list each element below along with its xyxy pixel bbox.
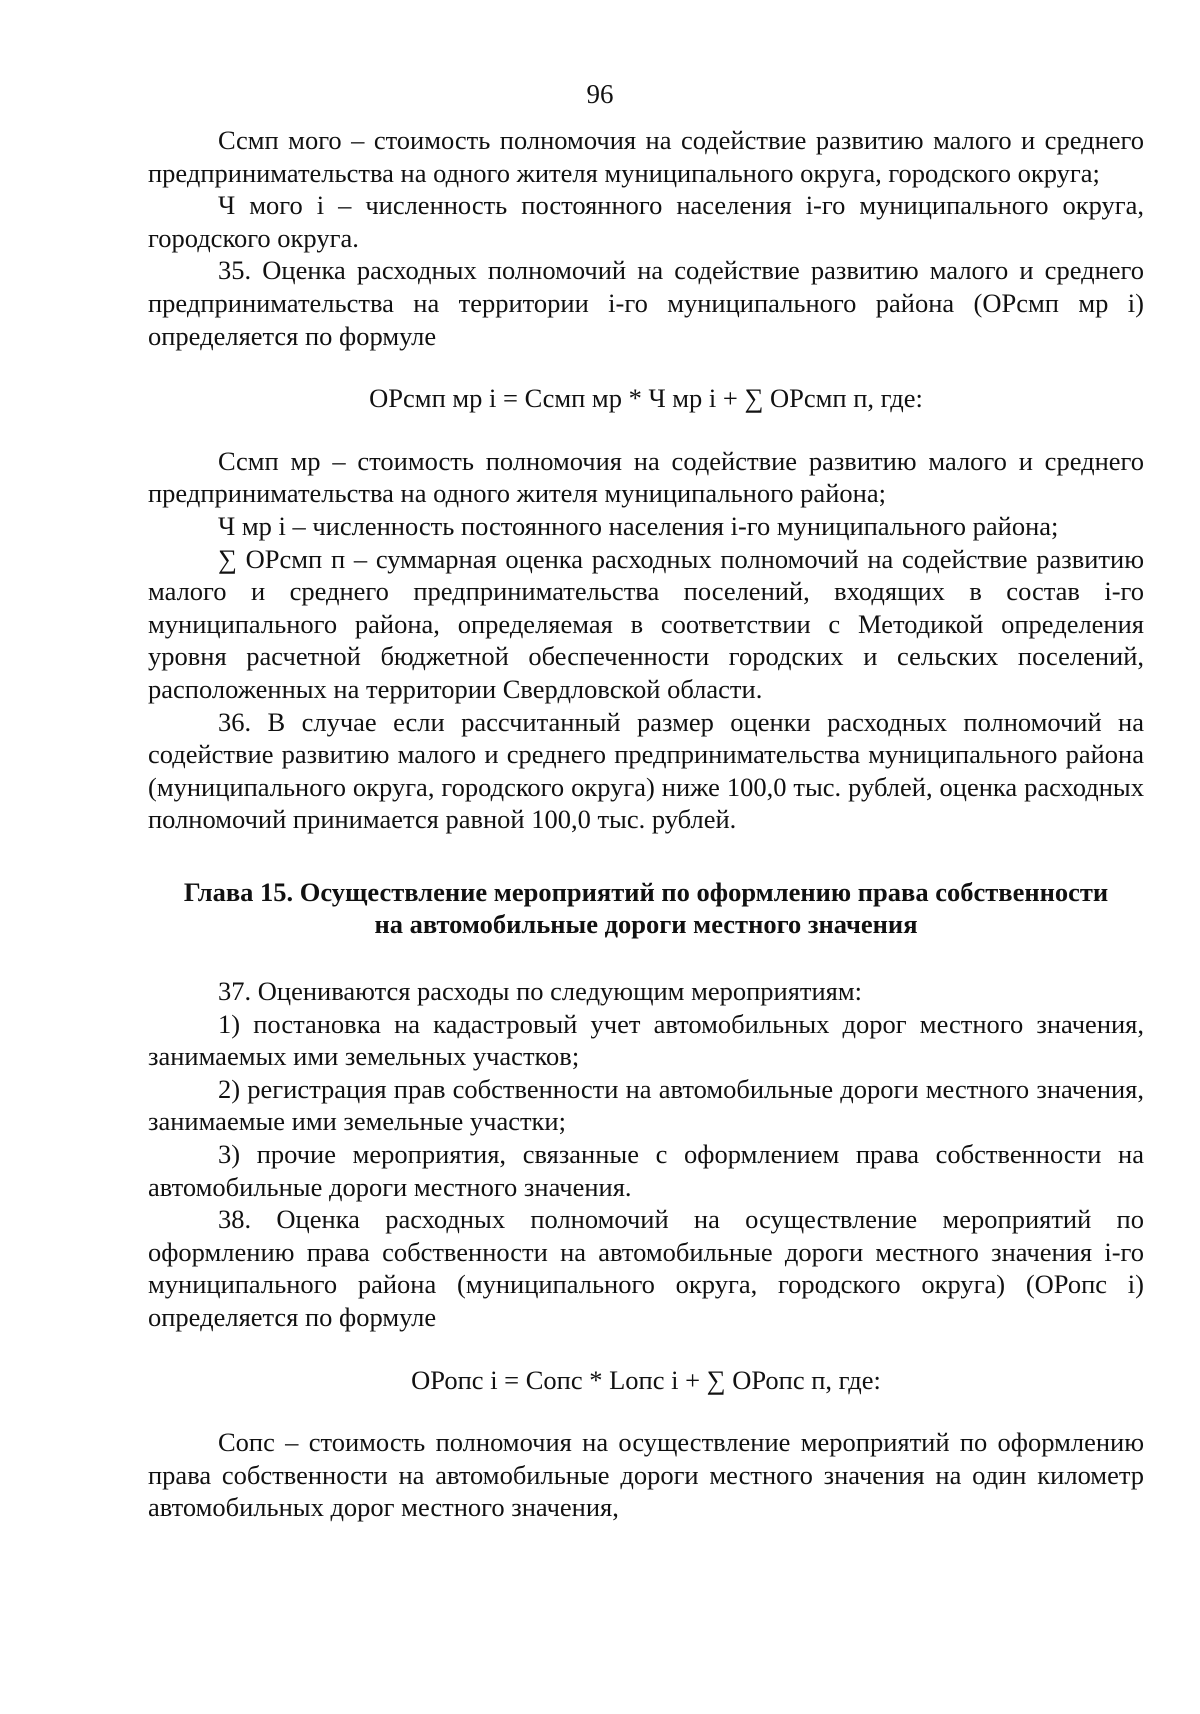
paragraph: Ч мого i – численность постоянного населения i-го муниципального округа, городского округа. <box>148 190 1144 253</box>
chapter-heading-line-2: на автомобильные дороги местного значения <box>374 909 918 940</box>
page-number: 96 <box>586 79 614 109</box>
paragraph: Сопс – стоимость полномочия на осуществление мероприятий по оформлению права собственности на автомобильные дороги местного значения на один километр автомобильных дорог местного значения, <box>148 1427 1144 1523</box>
list-item: 2) регистрация прав собственности на автомобильные дороги местного значения, занимаемые ими земельные участки; <box>148 1073 1144 1137</box>
paragraph: Ссмп мого – стоимость полномочия на содействие развитию малого и среднего предпринимательства на одного жителя муниципального округа, городского округа; <box>148 125 1144 188</box>
paragraph: 37. Оцениваются расходы по следующим мероприятиям: <box>218 976 862 1007</box>
paragraph: 36. В случае если рассчитанный размер оценки расходных полномочий на содействие развитию малого и среднего предпринимательства муниципального района (муниципального округа, городского округа) ниже 100,0 тыс. рублей, оценка расходных полномочий принимается равной 100,0 тыс. рублей. <box>148 706 1144 835</box>
list-item: 1) постановка на кадастровый учет автомобильных дорог местного значения, занимаемых ими земельных участков; <box>148 1008 1144 1072</box>
chapter-heading-line-1: Глава 15. Осуществление мероприятий по оформлению права собственности <box>183 876 1109 907</box>
paragraph: 38. Оценка расходных полномочий на осуществление мероприятий по оформлению права собственности на автомобильные дороги местного значения i-го муниципального района (муниципального округа, городского округа) (ОРопс i) определяется по формуле <box>148 1204 1144 1332</box>
paragraph: 35. Оценка расходных полномочий на содействие развитию малого и среднего предпринимательства на территории i-го муниципального района (ОРсмп мр i) определяется по формуле <box>148 255 1144 351</box>
paragraph: ∑ ОРсмп п – суммарная оценка расходных полномочий на содействие развитию малого и среднего предпринимательства поселений, входящих в состав i-го муниципального района, определяемая в соответствии с Методикой определения уровня расчетной бюджетной обеспеченности городских и сельских поселений, расположенных на территории Свердловской области. <box>148 543 1144 704</box>
list-item: 3) прочие мероприятия, связанные с оформлением права собственности на автомобильные дороги местного значения. <box>148 1139 1144 1202</box>
paragraph: Ссмп мр – стоимость полномочия на содействие развитию малого и среднего предпринимательства на одного жителя муниципального района; <box>148 445 1144 509</box>
chapter-heading <box>148 876 1144 941</box>
formula-oropc: ОРопс i = Сопс * Lопс i + ∑ ОРопс п, где: <box>411 1364 881 1395</box>
paragraph: Ч мр i – численность постоянного населения i-го муниципального района; <box>218 510 1059 541</box>
document-body <box>148 124 1144 1524</box>
formula-orsmp: ОРсмп мр i = Ссмп мр * Ч мр i + ∑ ОРсмп п, где: <box>369 383 923 414</box>
